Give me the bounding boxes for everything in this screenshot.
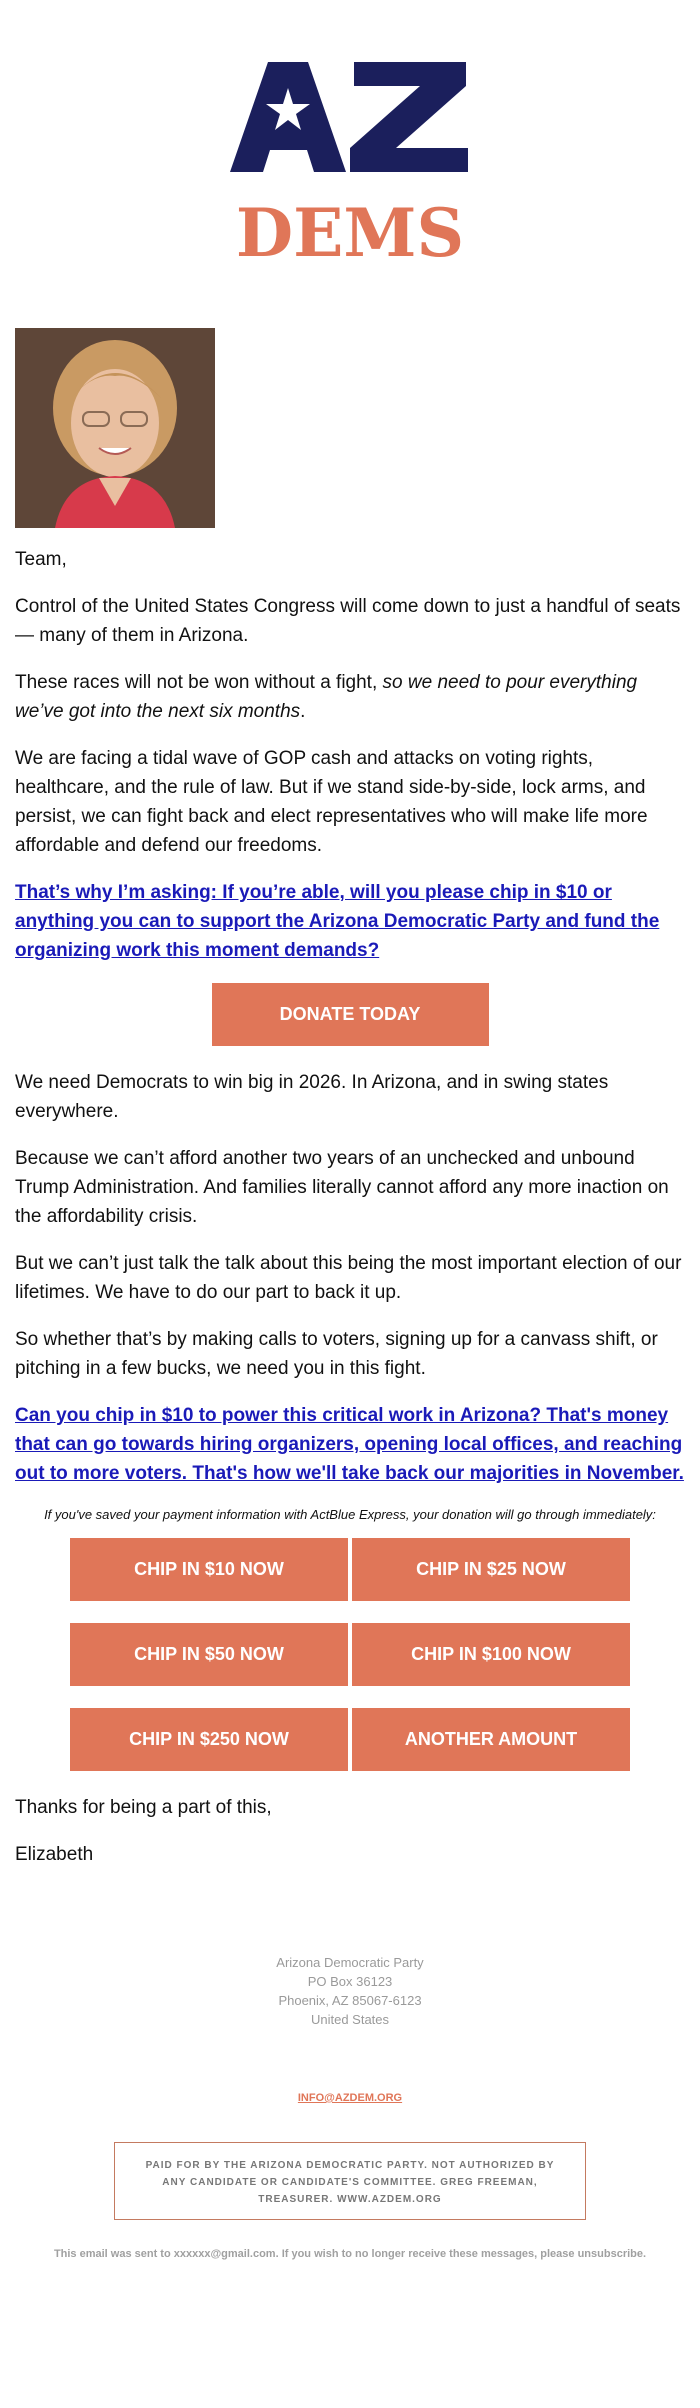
actblue-note: If you've saved your payment information with ActBlue Express, your donation will go through immediately: <box>44 1507 656 1522</box>
thanks-line: Thanks for being a part of this, <box>15 1797 272 1818</box>
chip-in-link[interactable]: Can you chip in $10 to power this critical work in Arizona? That's money that can go towards hiring organizers, opening local offices, and reaching out to more voters. That's how we'll take back our majorities in November. <box>15 1405 684 1484</box>
paragraph-gop: We are facing a tidal wave of GOP cash and attacks on voting rights, healthcare, and the rule of law. But if we stand side-by-side, lock arms, and persist, we can fight back and elect representatives who will make life more affordable and defend our freedoms. <box>15 748 648 856</box>
paragraph-races <box>15 668 685 726</box>
chip-25-button[interactable]: CHIP IN $25 NOW <box>352 1538 630 1601</box>
signature: Elizabeth <box>15 1844 94 1865</box>
azdems-logo <box>230 62 470 262</box>
sent-notice: This email was sent to xxxxxx@gmail.com. If you wish to no longer receive these messages, please unsubscribe. <box>53 2248 647 2260</box>
paragraph-congress: Control of the United States Congress will come down to just a handful of seats — many of them in Arizona. <box>15 596 681 646</box>
another-amount-button[interactable]: ANOTHER AMOUNT <box>352 1708 630 1771</box>
chip-in-grid <box>70 1538 630 1771</box>
greeting: Team, <box>15 549 67 570</box>
chip-250-button[interactable]: CHIP IN $250 NOW <box>70 1708 348 1771</box>
paid-for-disclaimer: PAID FOR BY THE ARIZONA DEMOCRATIC PARTY. NOT AUTHORIZED BY ANY CANDIDATE OR CANDIDATE'S COMMITTEE. GREG FREEMAN, TREASURER. WWW.AZDEM.ORG <box>114 2142 586 2220</box>
chip-row <box>70 1623 630 1686</box>
candidate-photo <box>15 328 215 528</box>
donate-button-wrap <box>15 983 685 1046</box>
donation-ask-link[interactable]: That’s why I’m asking: If you’re able, will you please chip in $10 or anything you can to support the Arizona Democratic Party and fund the organizing work this moment demands? <box>15 882 660 961</box>
footer-email-wrap <box>0 2092 700 2104</box>
footer-country: United States <box>310 2012 390 2027</box>
logo-dems-text: DEMS <box>235 194 465 262</box>
chip-row <box>70 1708 630 1771</box>
chip-100-button[interactable]: CHIP IN $100 NOW <box>352 1623 630 1686</box>
footer-org: Arizona Democratic Party <box>276 1955 424 1970</box>
footer-street: PO Box 36123 <box>307 1974 393 1989</box>
paragraph-2026: We need Democrats to win big in 2026. In Arizona, and in swing states everywhere. <box>15 1072 609 1122</box>
chip-in-link-paragraph <box>15 1401 685 1488</box>
email-body <box>15 545 685 1887</box>
donate-today-button[interactable]: DONATE TODAY <box>212 983 489 1046</box>
chip-10-button[interactable]: CHIP IN $10 NOW <box>70 1538 348 1601</box>
paragraph-races-end: . <box>300 701 306 722</box>
footer-city: Phoenix, AZ 85067-6123 <box>278 1993 422 2008</box>
paragraph-election: But we can’t just talk the talk about this being the most important election of our lifetimes. We have to do our part to back it up. <box>15 1253 682 1303</box>
footer-email-link[interactable]: INFO@AZDEM.ORG <box>297 2092 403 2104</box>
paragraph-trump: Because we can’t afford another two years of an unchecked and unbound Trump Administration. And families literally cannot afford any more inaction on the affordability crisis. <box>15 1148 669 1227</box>
paragraph-races-start: These races will not be won without a fight, <box>15 672 383 693</box>
paragraph-calls: So whether that’s by making calls to voters, signing up for a canvass shift, or pitching in a few bucks, we need you in this fight. <box>15 1329 658 1379</box>
donation-ask-link-paragraph <box>15 878 685 965</box>
paragraph-races-italic: so we need to pour everything we’ve got into the next six months <box>15 672 638 722</box>
chip-row <box>70 1538 630 1601</box>
footer-address <box>0 1953 700 2029</box>
chip-50-button[interactable]: CHIP IN $50 NOW <box>70 1623 348 1686</box>
